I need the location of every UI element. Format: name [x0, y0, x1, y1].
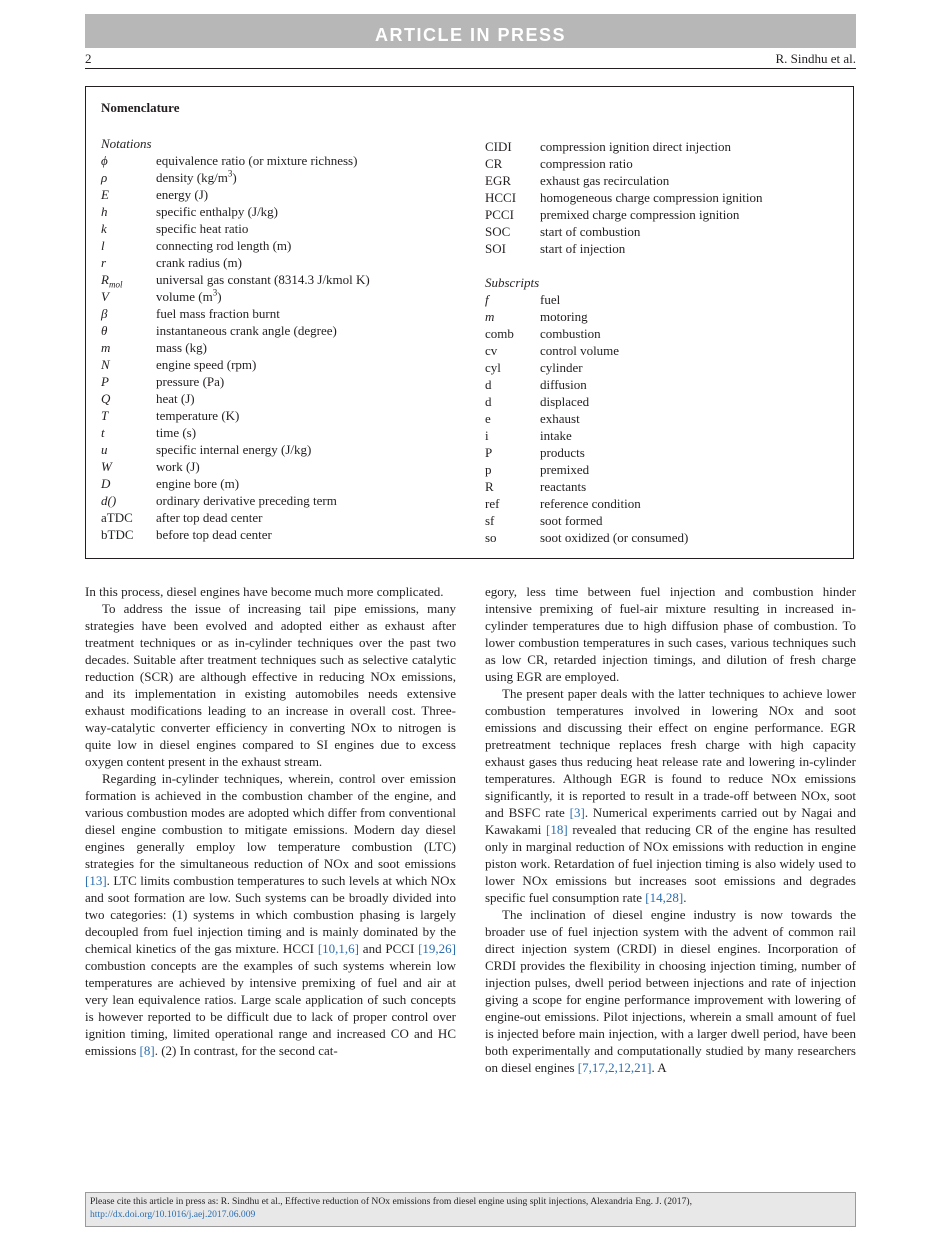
nomenclature-description: mass (kg) — [156, 340, 207, 355]
nomenclature-row — [485, 223, 845, 240]
nomenclature-symbol: ϕ — [101, 153, 108, 168]
subscript-description: reference condition — [540, 496, 641, 511]
subscript-description: diffusion — [540, 377, 587, 392]
nomenclature-symbol: $R_{mol}$ — [101, 272, 123, 290]
subscript-description: control volume — [540, 343, 620, 358]
nomenclature-row — [101, 390, 471, 407]
nomenclature-row — [101, 271, 471, 288]
nomenclature-description: fuel mass fraction burnt — [156, 306, 280, 321]
subscript-symbol: p — [485, 462, 492, 477]
nomenclature-description: volume $(m^3)$ — [156, 287, 222, 304]
paragraph-text: . LTC limits combustion temperatures to such levels at which NOx and soot formation are low. Such systems can be broadly divided into two categories: (1) systems in which combustion phasing is largely decoupled from fuel injection timing and is mainly dominated by the chemical kinetics of the gas mixture. HCCI — [85, 873, 456, 956]
nomenclature-description: start of combustion — [540, 224, 641, 239]
citation-reference[interactable]: [7,17,2,12,21] — [577, 1060, 652, 1075]
subscript-row — [485, 393, 845, 410]
notations-heading: Notations — [101, 136, 152, 151]
nomenclature-symbol: θ — [101, 323, 108, 338]
subscript-row — [485, 495, 845, 512]
nomenclature-description: energy (J) — [156, 187, 209, 202]
subscript-row — [485, 410, 845, 427]
citation-text: Please cite this article in press as: R. Sindhu et al., Effective reduction of NOx emissions from diesel engine using split injections, Alexandria Eng. J. (2017), — [90, 1196, 692, 1207]
nomenclature-symbol: k — [101, 221, 107, 236]
body-paragraph — [485, 583, 856, 685]
article-in-press-banner: ARTICLE IN PRESS — [85, 14, 856, 48]
subscript-row — [485, 308, 845, 325]
nomenclature-symbol: r — [101, 255, 107, 270]
nomenclature-symbol: V — [101, 289, 109, 304]
nomenclature-row — [101, 475, 471, 492]
nomenclature-symbol: h — [101, 204, 108, 219]
nomenclature-description: premixed charge compression ignition — [540, 207, 740, 222]
nomenclature-row — [101, 254, 471, 271]
nomenclature-row — [101, 186, 471, 203]
nomenclature-description: specific enthalpy (J/kg) — [156, 204, 279, 219]
nomenclature-row — [101, 203, 471, 220]
nomenclature-row — [101, 339, 471, 356]
nomenclature-description: after top dead center — [156, 510, 263, 525]
subscript-symbol: e — [485, 411, 491, 426]
nomenclature-symbol: EGR — [485, 173, 511, 188]
citation-reference[interactable]: [19,26] — [418, 941, 457, 956]
nomenclature-row — [101, 356, 471, 373]
nomenclature-row — [101, 509, 471, 526]
nomenclature-row — [101, 169, 471, 186]
nomenclature-row — [485, 138, 845, 155]
running-head — [85, 51, 856, 69]
subscript-row — [485, 342, 845, 359]
nomenclature-description: time (s) — [156, 425, 197, 440]
body-paragraph — [85, 583, 456, 600]
body-right-column — [485, 583, 856, 1076]
body-paragraph — [85, 600, 456, 770]
nomenclature-row — [101, 492, 471, 509]
paragraph-text: . — [683, 890, 687, 905]
citation-footer — [85, 1192, 856, 1227]
nomenclature-symbol: β — [101, 306, 108, 321]
nomenclature-row — [101, 288, 471, 305]
subscript-symbol: d — [485, 394, 492, 409]
nomenclature-symbol: ρ — [101, 170, 108, 185]
subscript-description: soot formed — [540, 513, 603, 528]
paragraph-text: The present paper deals with the latter techniques to achieve lower combustion temperatures involved in lowering NOx and soot emissions and discussing their effect on engine performance. EGR pretreatment technique replaces fresh charge with high capacity exhaust gases thus reducing heat release rate and lowering in-cylinder temperatures. Although EGR is found to reduce NOx emissions significantly, it is reported to result in a trade-off between NOx, soot and BSFC rate — [485, 686, 856, 820]
nomenclature-symbol: bTDC — [101, 527, 134, 542]
nomenclature-symbol: u — [101, 442, 108, 457]
subscript-symbol: so — [485, 530, 497, 545]
nomenclature-description: exhaust gas recirculation — [540, 173, 670, 188]
nomenclature-description: connecting rod length (m) — [156, 238, 292, 253]
subscript-row — [485, 512, 845, 529]
subscript-symbol: cv — [485, 343, 498, 358]
nomenclature-description: crank radius (m) — [156, 255, 242, 270]
paragraph-text: and PCCI — [358, 941, 419, 956]
nomenclature-symbol: Q — [101, 391, 111, 406]
nomenclature-row — [485, 172, 845, 189]
paragraph-text: . A — [651, 1060, 667, 1075]
nomenclature-row — [101, 237, 471, 254]
nomenclature-symbol: SOI — [485, 241, 506, 256]
nomenclature-description: engine bore (m) — [156, 476, 240, 491]
subscripts-list — [485, 291, 845, 546]
paragraph-text: egory, less time between fuel injection and combustion hinder intensive premixing of fuel-air mixture resulting in increased in-cylinder temperatures due to high diffusion phase of combustion. To lower combustion temperatures in such cases, various techniques such as low CR, retarded injection timings, and dilution of fresh charge using EGR are employed. — [485, 584, 856, 684]
subscript-description: combustion — [540, 326, 601, 341]
nomenclature-description: temperature (K) — [156, 408, 240, 423]
subscript-symbol: i — [485, 428, 489, 443]
abbreviations-list — [485, 138, 845, 257]
body-left-column — [85, 583, 456, 1059]
nomenclature-symbol: P — [101, 374, 109, 389]
notations-list — [101, 152, 471, 543]
nomenclature-symbol: W — [101, 459, 112, 474]
nomenclature-right-column — [485, 138, 845, 546]
nomenclature-symbol: CR — [485, 156, 503, 171]
nomenclature-symbol: d() — [101, 493, 117, 508]
body-paragraph — [85, 770, 456, 1059]
subscript-row — [485, 529, 845, 546]
page-number: 2 — [85, 51, 92, 66]
subscript-row — [485, 376, 845, 393]
nomenclature-description: pressure (Pa) — [156, 374, 225, 389]
citation-reference[interactable]: [10,1,6] — [317, 941, 359, 956]
paragraph-text: To address the issue of increasing tail pipe emissions, many strategies have been evolved and adopted either as exhaust after treatment techniques or as in-cylinder techniques over the past two decades. Suitable after treatment techniques such as selective catalytic reduction (SCR) are although effective in reducing NOx emissions, and its implementation in existing automobiles needs extensive exhaust modifications leading to an increase in overall cost. Three-way-catalytic converter efficiency in converting NOx to nitrogen is quite low in diesel engines compared to SI engines due to excess oxygen content present in the exhaust stream. — [85, 601, 456, 769]
paragraph-text: combustion concepts are the examples of such systems wherein low temperatures are achieved by intensive premixing of fuel and air at very lean equivalence ratios. Large scale application of such concepts is however reported to be difficult due to lack of proper control over ignition timing, limited operational range and increased CO and HC emissions — [85, 958, 456, 1058]
subscript-row — [485, 478, 845, 495]
citation-reference[interactable]: [14,28] — [645, 890, 684, 905]
subscript-description: intake — [540, 428, 572, 443]
nomenclature-symbol: N — [101, 357, 110, 372]
nomenclature-description: work (J) — [156, 459, 200, 474]
nomenclature-description: specific heat ratio — [156, 221, 249, 236]
subscript-description: exhaust — [540, 411, 580, 426]
nomenclature-symbol: SOC — [485, 224, 511, 239]
nomenclature-symbol: CIDI — [485, 139, 512, 154]
running-head-authors: R. Sindhu et al. — [775, 51, 856, 66]
nomenclature-description: density $(kg/m^3)$ — [156, 168, 237, 185]
subscript-description: reactants — [540, 479, 587, 494]
nomenclature-row — [485, 240, 845, 257]
subscript-row — [485, 359, 845, 376]
nomenclature-row — [101, 373, 471, 390]
nomenclature-description: before top dead center — [156, 527, 272, 542]
subscript-symbol: f — [485, 292, 489, 307]
subscript-symbol: d — [485, 377, 492, 392]
subscript-row — [485, 461, 845, 478]
citation-reference[interactable]: [3] — [569, 805, 585, 820]
subscript-symbol: cyl — [485, 360, 501, 375]
subscript-description: displaced — [540, 394, 590, 409]
subscript-row — [485, 325, 845, 342]
paragraph-text: In this process, diesel engines have become much more complicated. — [85, 584, 444, 599]
nomenclature-description: heat (J) — [156, 391, 195, 406]
nomenclature-symbol: T — [101, 408, 109, 423]
nomenclature-left-column — [101, 135, 471, 543]
subscript-row — [485, 444, 845, 461]
nomenclature-description: universal gas constant (8314.3 J/kmol K) — [156, 272, 370, 287]
nomenclature-symbol: E — [101, 187, 109, 202]
nomenclature-description: compression ignition direct injection — [540, 139, 731, 154]
body-paragraph — [485, 685, 856, 906]
nomenclature-row — [101, 152, 471, 169]
nomenclature-row — [101, 441, 471, 458]
subscript-description: premixed — [540, 462, 590, 477]
nomenclature-symbol: m — [101, 340, 111, 355]
subscript-row — [485, 427, 845, 444]
nomenclature-row — [485, 206, 845, 223]
subscript-symbol: comb — [485, 326, 514, 341]
nomenclature-title: Nomenclature — [101, 100, 180, 115]
body-paragraph — [485, 906, 856, 1076]
nomenclature-row — [101, 322, 471, 339]
citation-reference[interactable]: [18] — [546, 822, 568, 837]
nomenclature-description: homogeneous charge compression ignition — [540, 190, 763, 205]
citation-reference[interactable]: [13] — [85, 873, 107, 888]
nomenclature-symbol: t — [101, 425, 105, 440]
nomenclature-description: compression ratio — [540, 156, 633, 171]
nomenclature-description: start of injection — [540, 241, 626, 256]
subscript-symbol: ref — [485, 496, 500, 511]
subscript-symbol: sf — [485, 513, 495, 528]
subscript-description: soot oxidized (or consumed) — [540, 530, 689, 545]
nomenclature-row — [101, 458, 471, 475]
nomenclature-symbol: HCCI — [485, 190, 517, 205]
nomenclature-row — [101, 424, 471, 441]
nomenclature-row — [485, 155, 845, 172]
subscripts-heading: Subscripts — [485, 275, 540, 290]
nomenclature-description: equivalence ratio (or mixture richness) — [156, 153, 358, 168]
subscript-description: cylinder — [540, 360, 583, 375]
nomenclature-symbol: D — [101, 476, 111, 491]
nomenclature-row — [101, 305, 471, 322]
doi-link[interactable]: http://dx.doi.org/10.1016/j.aej.2017.06.009 — [90, 1209, 256, 1220]
subscript-description: motoring — [540, 309, 588, 324]
paragraph-text: . Numerical experiments carried out by Nagai and Kawakami — [485, 805, 856, 837]
subscript-symbol: m — [485, 309, 495, 324]
subscript-description: products — [540, 445, 585, 460]
nomenclature-row — [101, 220, 471, 237]
nomenclature-description: specific internal energy (J/kg) — [156, 442, 312, 457]
subscript-symbol: P — [485, 445, 493, 460]
nomenclature-symbol: l — [101, 238, 105, 253]
nomenclature-description: engine speed (rpm) — [156, 357, 257, 372]
paragraph-text: revealed that reducing CR of the engine has resulted only in marginal reduction of NOx emissions with reduction in engine piston work. Retardation of fuel injection timing is also widely used to lower NOx emissions but increases soot emissions and degrades specific fuel consumption rate — [485, 822, 856, 905]
nomenclature-symbol: PCCI — [485, 207, 514, 222]
nomenclature-row — [101, 407, 471, 424]
nomenclature-box — [85, 86, 854, 559]
citation-reference[interactable]: [8] — [139, 1043, 155, 1058]
nomenclature-symbol: aTDC — [101, 510, 133, 525]
nomenclature-description: ordinary derivative preceding term — [156, 493, 337, 508]
paragraph-text: . (2) In contrast, for the second cat- — [154, 1043, 338, 1058]
paragraph-text: Regarding in-cylinder techniques, wherein, control over emission formation is achieved in the combustion chamber of the engine, and various combustion modes are adopted which differ from conventional diesel engine combustion to mitigate emissions. Modern day diesel engines generally employ low temperature combustion (LTC) strategies for the simultaneous reduction of NOx and soot emissions — [85, 771, 456, 871]
nomenclature-row — [485, 189, 845, 206]
nomenclature-description: instantaneous crank angle (degree) — [156, 323, 337, 338]
subscript-row — [485, 291, 845, 308]
paragraph-text: The inclination of diesel engine industry is now towards the broader use of fuel injection system with the advent of common rail direct injection system (CRDI) in diesel engines. Incorporation of CRDI provides the flexibility in choosing injection timing, number of injection pulses, dwell period between injections and rate of injection giving a scope for engine performance improvement with lowering of engine-out emissions. Pilot injections, wherein a small amount of fuel is injected before main injection, with a larger dwell period, have been both experimentally and computationally studied by many researchers on diesel engines — [485, 907, 856, 1075]
nomenclature-row — [101, 526, 471, 543]
subscript-symbol: R — [485, 479, 494, 494]
subscript-description: fuel — [540, 292, 561, 307]
